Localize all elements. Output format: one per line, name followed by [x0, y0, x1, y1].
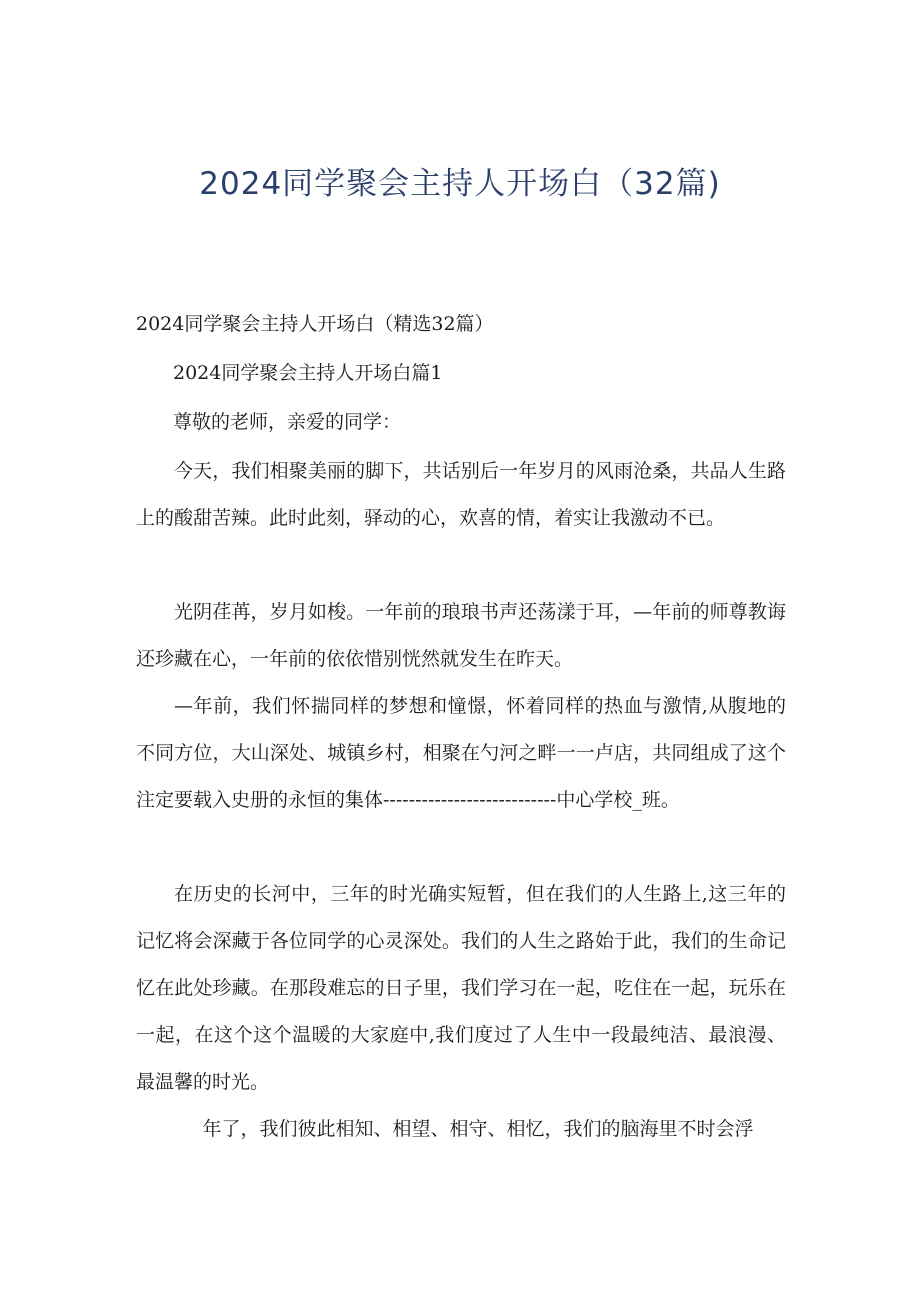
document-subtitle: 2024同学聚会主持人开场白（精选32篇）	[136, 313, 494, 335]
paragraph-3: —年前，我们怀揣同样的梦想和憧憬，怀着同样的热血与激情,从腹地的不同方位，大山深处、城镇乡村，相聚在勺河之畔一一卢店，共同组成了这个注定要载入史册的永恒的集体---------------------------中心学校_班。	[136, 695, 786, 811]
section-heading: 2024同学聚会主持人开场白篇1	[173, 362, 443, 384]
paragraph-4: 在历史的长河中，三年的时光确实短暂，但在我们的人生路上,这三年的记忆将会深藏于各位同学的心灵深处。我们的人生之路始于此，我们的生命记忆在此处珍藏。在那段难忘的日子里，我们学习在一起，吃住在一起，玩乐在一起，在这个这个温暖的大家庭中,我们度过了人生中一段最纯洁、最浪漫、最温馨的时光。	[136, 883, 786, 1093]
greeting-line: 尊敬的老师，亲爱的同学：	[173, 411, 402, 433]
paragraph-1: 今天，我们相聚美丽的脚下，共话别后一年岁月的风雨沧桑，共品人生路上的酸甜苦辣。此时此刻，驿动的心，欢喜的情，着实让我激动不已。	[136, 460, 786, 529]
paragraph-2: 光阴荏苒，岁月如梭。一年前的琅琅书声还荡漾于耳，—年前的师尊教诲还珍藏在心，一年前的依依惜别恍然就发生在昨天。	[136, 601, 786, 670]
document-title: 2024同学聚会主持人开场白（32篇)	[199, 166, 721, 202]
paragraph-5: 年了，我们彼此相知、相望、相守、相忆，我们的脑海里不时会浮	[202, 1118, 754, 1140]
